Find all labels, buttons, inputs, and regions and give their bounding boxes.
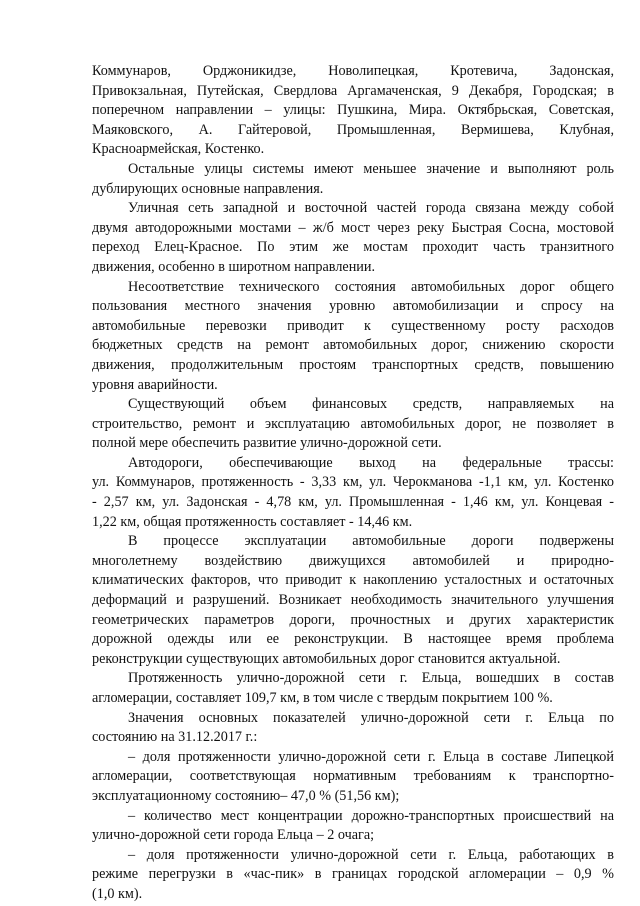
paragraph <box>92 395 614 454</box>
text-line: Уличная сеть западной и восточной частей города связана между собой <box>128 200 614 217</box>
text-line: переход Елец-Красное. По этим же мостам проходит часть транзитного <box>92 239 614 256</box>
text-line: геометрических параметров дороги, прочностных и других характеристик <box>92 611 614 628</box>
text-line: двумя автодорожными мостами – ж/б мост через реку Быстрая Сосна, мостовой <box>92 219 614 236</box>
text-line: режиме перегрузки в «час-пик» в границах городской агломерации – 0,9 % <box>92 866 614 883</box>
text-line: многолетнему воздействию движущихся автомобилей и природно- <box>92 552 614 569</box>
text-line: Маяковского, А. Гайтеровой, Промышленная, Вермишева, Клубная, <box>92 121 614 138</box>
text-line: дублирующих основные направления. <box>92 180 324 197</box>
text-line: Привокзальная, Путейская, Свердлова Аргамаченская, 9 Декабря, Городская; в <box>92 82 614 99</box>
paragraph <box>92 748 614 807</box>
text-line: Автодороги, обеспечивающие выход на федеральные трассы: <box>128 454 614 471</box>
text-line: агломерации, составляет 109,7 км, в том числе с твердым покрытием 100 %. <box>92 690 553 706</box>
text-line: Существующий объем финансовых средств, направляемых на <box>128 396 614 413</box>
paragraph <box>92 278 614 396</box>
text-line: дорожной одежды или ее реконструкции. В настоящее время проблема <box>92 631 614 648</box>
text-line: климатических факторов, что приводит к накоплению усталостных и остаточных <box>92 572 614 589</box>
text-line: Красноармейская, Костенко. <box>92 141 265 158</box>
text-line: Несоответствие технического состояния автомобильных дорог общего <box>128 278 614 295</box>
text-line: пользования местного значения уровню автомобилизации и спросу на <box>92 298 614 315</box>
text-line: уровня аварийности. <box>92 376 218 393</box>
text-line: В процессе эксплуатации автомобильные дороги подвержены <box>128 533 614 550</box>
text-line: Значения основных показателей улично-дорожной сети г. Ельца по <box>128 709 614 726</box>
text-line: (1,0 км). <box>92 885 143 902</box>
text-line: эксплуатационному состоянию– 47,0 % (51,56 км); <box>92 787 400 804</box>
text-line: – количество мест концентрации дорожно-транспортных происшествий на <box>128 807 614 824</box>
text-line: агломерации, соответствующая нормативным требованиям к транспортно- <box>92 768 614 785</box>
text-line: – доля протяженности улично-дорожной сети г. Ельца в составе Липецкой <box>128 748 614 765</box>
text-line: реконструкции существующих автомобильных дорог становится актуальной. <box>92 650 561 667</box>
text-line: деформаций и разрушений. Возникает необходимость значительного улучшения <box>92 592 614 609</box>
text-line: движения, особенно в широтном направлении. <box>92 258 376 275</box>
paragraph <box>92 846 614 905</box>
paragraph <box>92 807 614 846</box>
paragraph <box>92 709 614 748</box>
text-line: улично-дорожной сети города Ельца – 2 очага; <box>92 827 375 844</box>
document-page <box>92 62 614 905</box>
text-line: полной мере обеспечить развитие улично-дорожной сети. <box>92 435 442 452</box>
text-line: - 2,57 км, ул. Задонская - 4,78 км, ул. Промышленная - 1,46 км, ул. Концевая - <box>92 494 614 511</box>
paragraph <box>92 62 614 160</box>
text-line: ул. Коммунаров, протяженность - 3,33 км, ул. Черокманова -1,1 км, ул. Костенко <box>92 474 614 491</box>
paragraph <box>92 160 614 199</box>
text-line: состоянию на 31.12.2017 г.: <box>92 729 258 746</box>
text-line: поперечном направлении – улицы: Пушкина, Мира. Октябрьская, Советская, <box>92 102 614 119</box>
text-line: строительство, ремонт и эксплуатацию автомобильных дорог, не позволяет в <box>92 415 614 432</box>
text-line: 1,22 км, общая протяженность составляет - 14,46 км. <box>92 513 413 530</box>
paragraph <box>92 532 614 669</box>
text-line: бюджетных средств на ремонт автомобильных дорог, снижению скорости <box>92 337 614 354</box>
paragraph <box>92 454 614 532</box>
text-line: Остальные улицы системы имеют меньшее значение и выполняют роль <box>128 160 614 177</box>
text-line: Протяженность улично-дорожной сети г. Ельца, вошедших в состав <box>128 670 614 687</box>
text-line: движения, продолжительным простоям транспортных средств, повышению <box>92 356 614 373</box>
paragraph <box>92 669 614 708</box>
text-line: автомобильные перевозки приводит к существенному росту расходов <box>92 317 614 334</box>
text-line: – доля протяженности улично-дорожной сети г. Ельца, работающих в <box>128 846 614 863</box>
text-line: Коммунаров, Орджоникидзе, Новолипецкая, Кротевича, Задонская, <box>92 63 614 79</box>
paragraph <box>92 199 614 277</box>
